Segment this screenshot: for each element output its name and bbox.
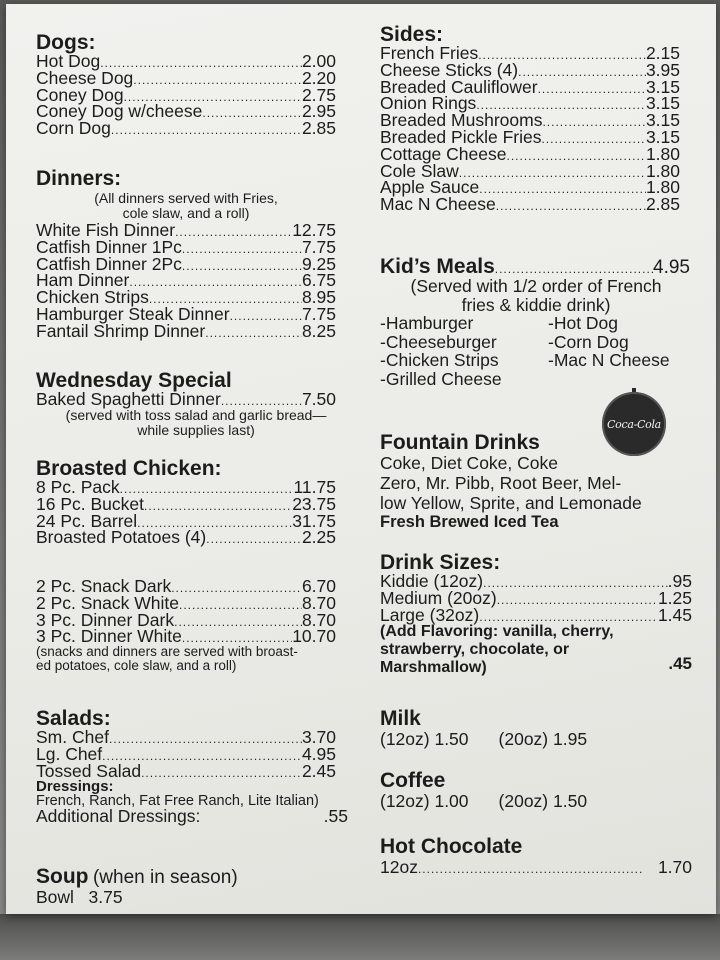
coca-cola-logo-text: Coca-Cola bbox=[607, 417, 661, 431]
item-name: 24 Pc. Barrel bbox=[36, 510, 138, 531]
item-price: 8.70 bbox=[301, 592, 336, 613]
milk-sizes bbox=[380, 729, 700, 749]
item-name: 2 Pc. Snack White bbox=[36, 592, 179, 613]
broasted-title: Broasted Chicken: bbox=[36, 457, 222, 480]
leader-dots bbox=[459, 167, 646, 179]
kids-section bbox=[380, 256, 700, 388]
item-price: 1.80 bbox=[645, 177, 680, 198]
item-price: 3.15 bbox=[645, 110, 680, 131]
item-price: 9.25 bbox=[301, 253, 336, 274]
menu-item bbox=[36, 320, 336, 341]
sides-title: Sides: bbox=[380, 23, 444, 46]
broasted-list bbox=[36, 479, 366, 546]
item-name: Hamburger Steak Dinner bbox=[36, 303, 230, 324]
kids-item: -Chicken Strips bbox=[380, 350, 499, 370]
item-price: 3.15 bbox=[645, 126, 680, 147]
item-name: 8 Pc. Pack bbox=[36, 477, 120, 497]
menu-item bbox=[36, 628, 336, 645]
coffee-title: Coffee bbox=[380, 769, 446, 792]
menu-item bbox=[380, 196, 680, 213]
leader-dots bbox=[109, 733, 302, 745]
flavor-price: .45 bbox=[668, 654, 692, 674]
additional-dressings bbox=[36, 808, 348, 825]
leader-dots bbox=[202, 107, 302, 119]
wednesday-note: (served with toss salad and garlic bread— while supplies last) bbox=[65, 406, 327, 438]
item-price: 7.50 bbox=[301, 389, 336, 409]
item-name: White Fish Dinner bbox=[36, 220, 176, 240]
item-price: 7.75 bbox=[301, 236, 336, 257]
item-price: 2.15 bbox=[645, 43, 680, 63]
kids-item: -Hot Dog bbox=[548, 313, 619, 333]
item-name: Lg. Chef bbox=[36, 743, 103, 764]
leader-dots bbox=[221, 395, 302, 407]
dinners-title: Dinners: bbox=[36, 167, 122, 190]
leader-dots bbox=[129, 276, 302, 288]
item-price: 1.80 bbox=[645, 160, 680, 181]
milk-large: (20oz) 1.95 bbox=[498, 729, 588, 749]
item-name: Cottage Cheese bbox=[380, 143, 507, 164]
dogs-title: Dogs: bbox=[36, 31, 96, 54]
kids-title: Kid’s Meals bbox=[380, 255, 495, 278]
dogs-list bbox=[36, 53, 366, 137]
leader-dots bbox=[495, 263, 653, 275]
leader-dots bbox=[144, 500, 292, 512]
sides-section bbox=[380, 24, 700, 213]
table-bottom bbox=[0, 914, 720, 960]
dressings-list: French, Ranch, Fat Free Ranch, Lite Italian) bbox=[36, 793, 319, 810]
item-name: Breaded Mushrooms bbox=[380, 110, 543, 131]
item-price: 1.80 bbox=[645, 143, 680, 164]
dogs-section bbox=[36, 32, 366, 137]
leader-dots bbox=[205, 327, 302, 339]
item-name: Apple Sauce bbox=[380, 177, 480, 198]
item-name: Cole Slaw bbox=[380, 160, 459, 181]
leader-dots bbox=[497, 594, 658, 606]
leader-dots bbox=[418, 863, 644, 875]
fountain-tea: Fresh Brewed Iced Tea bbox=[380, 513, 559, 531]
drink-sizes-section bbox=[380, 552, 700, 677]
soup-note: (when in season) bbox=[92, 867, 238, 888]
item-name: Cheese Dog bbox=[36, 67, 134, 88]
item-name: Coney Dog bbox=[36, 84, 124, 105]
item-price: 3.70 bbox=[301, 727, 336, 747]
salads-title: Salads: bbox=[36, 707, 111, 730]
item-name: Catfish Dinner 2Pc bbox=[36, 253, 182, 274]
leader-dots bbox=[496, 200, 646, 212]
item-price: 3.95 bbox=[645, 59, 680, 80]
fountain-title: Fountain Drinks bbox=[380, 431, 540, 454]
item-name: Baked Spaghetti Dinner bbox=[36, 389, 221, 409]
leader-dots bbox=[483, 577, 668, 589]
item-price: 1.25 bbox=[657, 587, 692, 608]
leader-dots bbox=[133, 74, 302, 86]
item-price: 23.75 bbox=[292, 493, 336, 514]
fountain-text: Coke, Diet Coke, Coke Zero, Mr. Pibb, Root Beer, Mel- low Yellow, Sprite, and Lemonade bbox=[380, 453, 642, 513]
milk-section bbox=[380, 708, 700, 749]
kids-item: -Hamburger bbox=[380, 313, 474, 333]
dinners-section bbox=[36, 168, 366, 340]
item-price: 8.70 bbox=[301, 609, 336, 630]
wednesday-item bbox=[36, 391, 336, 408]
coffee-small: (12oz) 1.00 bbox=[380, 791, 469, 811]
item-price: 31.75 bbox=[292, 510, 336, 531]
item-price: 4.95 bbox=[301, 743, 336, 764]
item-name: Breaded Pickle Fries bbox=[380, 126, 542, 147]
milk-title: Milk bbox=[380, 707, 421, 730]
leader-dots bbox=[102, 750, 302, 762]
item-price: 10.70 bbox=[292, 626, 336, 647]
flavoring bbox=[380, 623, 692, 677]
leader-dots bbox=[174, 616, 302, 628]
salads-list bbox=[36, 729, 366, 779]
item-name: Mac N Cheese bbox=[380, 194, 496, 215]
item-price: 8.25 bbox=[301, 320, 336, 341]
leader-dots bbox=[518, 66, 646, 78]
sides-list bbox=[380, 45, 700, 213]
dinners-list bbox=[36, 222, 366, 340]
additional-price: .55 bbox=[323, 806, 348, 827]
leader-dots bbox=[182, 243, 302, 255]
item-name: 2 Pc. Snack Dark bbox=[36, 576, 172, 596]
item-price: .95 bbox=[667, 571, 692, 591]
broasted-section bbox=[36, 458, 366, 546]
dinners-note: (All dinners served with Fries, cole slaw, and a roll) bbox=[94, 190, 278, 221]
soup-section bbox=[36, 866, 366, 906]
item-name: 3 Pc. Dinner White bbox=[36, 626, 182, 647]
item-price: 2.85 bbox=[301, 118, 336, 139]
item-price: 7.75 bbox=[301, 303, 336, 324]
leader-dots bbox=[171, 582, 302, 594]
item-price: 2.20 bbox=[301, 67, 336, 88]
item-name: Sm. Chef bbox=[36, 727, 109, 747]
kids-item bbox=[548, 370, 688, 389]
kids-item: -Corn Dog bbox=[548, 331, 629, 352]
item-price: 2.45 bbox=[301, 760, 336, 781]
leader-dots bbox=[538, 83, 646, 95]
leader-dots bbox=[541, 133, 645, 145]
menu-item bbox=[36, 120, 336, 137]
item-name: Cheese Sticks (4) bbox=[380, 59, 519, 80]
leader-dots bbox=[141, 767, 302, 779]
fountain-section bbox=[380, 432, 700, 531]
additional-label: Additional Dressings: bbox=[36, 806, 201, 827]
flavor-note: (Add Flavoring: vanilla, cherry, strawberry, chocolate, or Marshmallow) bbox=[380, 623, 614, 677]
hot-chocolate-section bbox=[380, 836, 700, 876]
kids-item: -Cheeseburger bbox=[380, 331, 497, 352]
leader-dots bbox=[111, 124, 302, 136]
hot-chocolate-title: Hot Chocolate bbox=[380, 835, 523, 858]
snacks-section bbox=[36, 578, 366, 673]
menu-page bbox=[6, 4, 716, 914]
snacks-note: (snacks and dinners are served with broast- ed potatoes, cole slaw, and a roll) bbox=[36, 644, 298, 674]
item-name: Hot Dog bbox=[36, 51, 101, 71]
coffee-sizes bbox=[380, 791, 700, 811]
kids-items bbox=[380, 314, 700, 388]
item-name: 3 Pc. Dinner Dark bbox=[36, 609, 175, 630]
dressings-label: Dressings: bbox=[36, 778, 114, 796]
item-name: Broasted Potatoes (4) bbox=[36, 527, 207, 548]
item-name: Ham Dinner bbox=[36, 270, 130, 291]
item-price: 1.70 bbox=[657, 857, 692, 877]
item-price: 2.00 bbox=[301, 51, 336, 71]
kids-item: -Grilled Cheese bbox=[380, 368, 502, 389]
item-name: French Fries bbox=[380, 43, 479, 63]
item-name: Corn Dog bbox=[36, 118, 111, 139]
kids-note: (Served with 1/2 order of French fries & kiddie drink) bbox=[410, 276, 662, 315]
item-name: Coney Dog w/cheese bbox=[36, 101, 203, 122]
item-name: 16 Pc. Bucket bbox=[36, 493, 144, 514]
kids-price: 4.95 bbox=[653, 257, 690, 278]
milk-small: (12oz) 1.50 bbox=[380, 729, 469, 749]
kids-item: -Mac N Cheese bbox=[548, 350, 670, 370]
item-name: Tossed Salad bbox=[36, 760, 142, 781]
item-name: Chicken Strips bbox=[36, 287, 149, 308]
item-name: 12oz bbox=[380, 857, 418, 877]
leader-dots bbox=[120, 483, 294, 495]
item-price: 2.25 bbox=[301, 527, 336, 548]
menu-item bbox=[380, 604, 692, 625]
leader-dots bbox=[479, 183, 646, 195]
item-name: Catfish Dinner 1Pc bbox=[36, 236, 182, 257]
drink-sizes-title: Drink Sizes: bbox=[380, 551, 501, 574]
item-price: 11.75 bbox=[293, 477, 336, 497]
menu-item bbox=[36, 760, 336, 781]
leader-dots bbox=[182, 260, 302, 272]
item-price: 3.15 bbox=[645, 76, 680, 97]
leader-dots bbox=[230, 310, 302, 322]
item-price: 12.75 bbox=[292, 220, 336, 240]
item-price: 8.95 bbox=[301, 287, 336, 308]
item-price: 3.15 bbox=[645, 93, 680, 114]
item-name: Breaded Cauliflower bbox=[380, 76, 538, 97]
wednesday-section bbox=[36, 370, 366, 438]
kids-header bbox=[380, 256, 690, 277]
item-price: 2.95 bbox=[301, 101, 336, 122]
soup-bowl: Bowl 3.75 bbox=[36, 887, 123, 907]
snacks-list bbox=[36, 578, 366, 645]
hot-chocolate-item bbox=[380, 859, 692, 876]
item-name: Large (32oz) bbox=[380, 604, 480, 625]
soup-title: Soup bbox=[36, 865, 89, 888]
item-price: 6.75 bbox=[301, 270, 336, 291]
coffee-section bbox=[380, 770, 700, 811]
item-name: Onion Rings bbox=[380, 93, 477, 114]
leader-dots bbox=[206, 533, 302, 545]
item-name: Fantail Shrimp Dinner bbox=[36, 320, 206, 341]
item-name: Kiddie (12oz) bbox=[380, 571, 484, 591]
leader-dots bbox=[179, 599, 302, 611]
item-name: Medium (20oz) bbox=[380, 587, 497, 608]
item-price: 6.70 bbox=[301, 576, 336, 596]
item-price: 2.75 bbox=[301, 84, 336, 105]
wednesday-title: Wednesday Special bbox=[36, 369, 232, 392]
menu-item bbox=[36, 529, 336, 546]
item-price: 1.45 bbox=[657, 604, 692, 625]
leader-dots bbox=[542, 116, 645, 128]
leader-dots bbox=[506, 150, 645, 162]
salads-section bbox=[36, 708, 366, 825]
leader-dots bbox=[175, 226, 292, 238]
coffee-large: (20oz) 1.50 bbox=[498, 791, 588, 811]
leader-dots bbox=[479, 611, 658, 623]
drink-sizes-list bbox=[380, 573, 692, 623]
leader-dots bbox=[182, 632, 292, 644]
item-price: 2.85 bbox=[645, 194, 680, 215]
